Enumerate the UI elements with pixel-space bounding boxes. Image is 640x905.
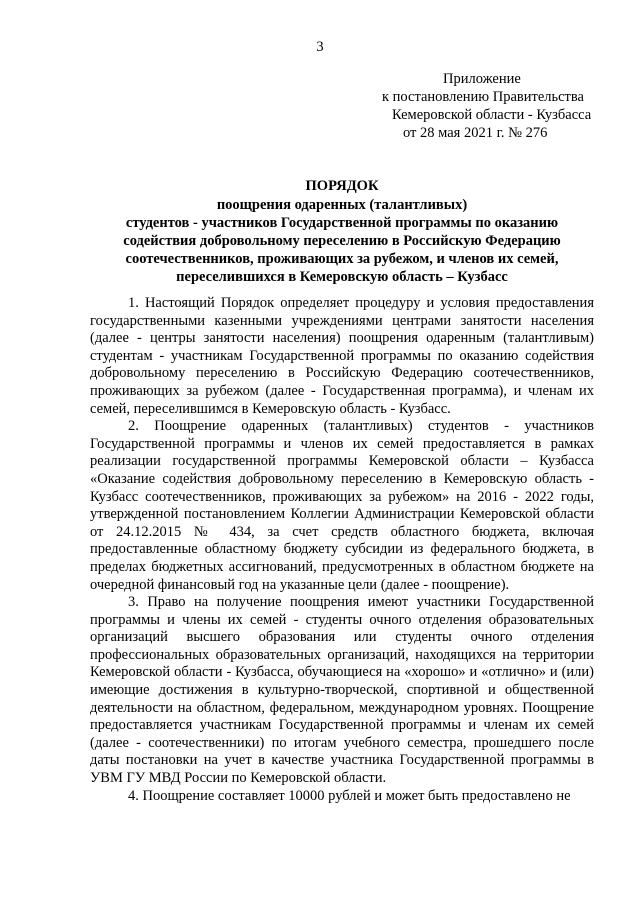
document-title: ПОРЯДОК bbox=[305, 178, 379, 194]
page-number: 3 bbox=[316, 39, 324, 55]
paragraph-3: 3. Право на получение поощрения имеют участники Государственной программы и члены их семей - студенты очного отделения образовательных организаций высшего образования или студенты очного отделения профессиональных образовательных организаций, находящихся на территории Кемеровской области - Кузбасса, обучающиеся на «хорошо» и «отлично» и (или) имеющие достижения в культурно-творческой, спортивной и общественной деятельности на областном, федеральном, международном уровнях. Поощрение предоставляется участникам Государственной программы и членам их семей (далее - соотечественники) по итогам учебного семестра, прошедшего после даты постановки на учет в качестве участника Государственной программы в УВМ ГУ МВД России по Кемеровской области. bbox=[90, 594, 594, 787]
appendix-block bbox=[380, 70, 610, 142]
paragraph-1: 1. Настоящий Порядок определяет процедуру и условия предоставления государственными казенными учреждениями центрами занятости населения (далее - центры занятости населения) поощрения одаренным (талантливым) студентам - участникам Государственной программы по оказанию содействия добровольному переселению в Российскую Федерацию соотечественников, проживающих за рубежом (далее - Государственная программа), и членам их семей, переселившимся в Кемеровскую область - Кузбасс. bbox=[90, 295, 594, 417]
heading-line-5: переселившихся в Кемеровскую область – Кузбасс bbox=[176, 269, 508, 285]
heading-line-3: содействия добровольному переселению в Российскую Федерацию bbox=[123, 233, 561, 249]
document-heading bbox=[90, 177, 594, 286]
paragraph-4: 4. Поощрение составляет 10000 рублей и может быть предоставлено не bbox=[128, 787, 571, 804]
appendix-line-2: к постановлению Правительства bbox=[382, 89, 584, 105]
paragraph-2: 2. Поощрение одаренных (талантливых) студентов - участников Государственной программы и членов их семей предоставляется в рамках реализации государственной программы Кемеровской области – Кузбасса «Оказание содействия добровольному переселению в Кемеровскую область - Кузбасс соотечественников, проживающих за рубежом» на 2016 - 2022 годы, утвержденной постановлением Коллегии Администрации Кемеровской области от 24.12.2015 № 434, за счет средств областного бюджета, включая предоставленные областному бюджету субсидии из федерального бюджета, в пределах бюджетных ассигнований, предусмотренных в областном бюджете на очередной финансовый год на указанные цели (далее - поощрение). bbox=[90, 418, 594, 593]
document-body bbox=[90, 295, 594, 805]
heading-line-1: поощрения одаренных (талантливых) bbox=[216, 197, 468, 213]
appendix-line-1: Приложение bbox=[443, 71, 521, 87]
appendix-line-3: Кемеровской области - Кузбасса bbox=[392, 107, 592, 123]
heading-line-4: соотечественников, проживающих за рубежом, и членов их семей, bbox=[125, 251, 559, 267]
heading-line-2: студентов - участников Государственной программы по оказанию bbox=[125, 215, 559, 231]
appendix-line-4: от 28 мая 2021 г. № 276 bbox=[403, 125, 548, 141]
